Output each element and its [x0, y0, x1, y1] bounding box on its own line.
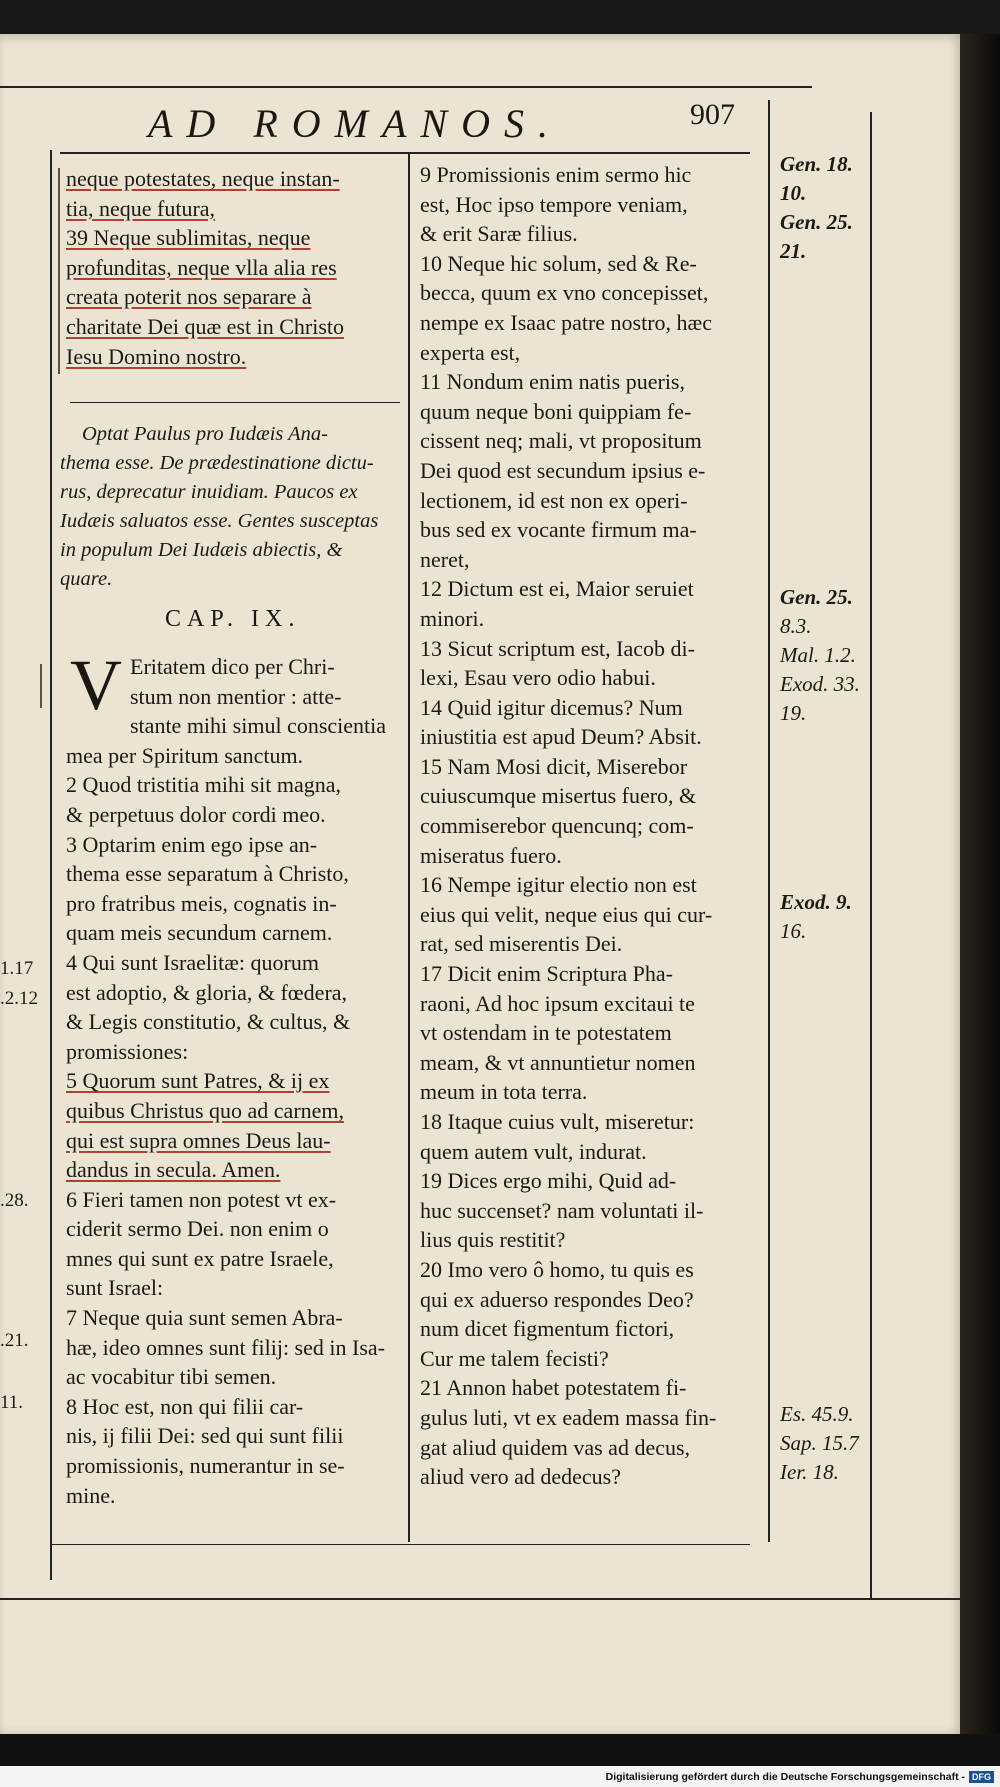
- summary-rule: [70, 402, 400, 403]
- text-line: 11 Nondum enim natis pueris,: [420, 369, 685, 395]
- text-line: 21 Annon habet potestatem fi-: [420, 1375, 687, 1401]
- text-line: sunt Israel:: [66, 1275, 164, 1301]
- text-line: lexi, Esau vero odio habui.: [420, 665, 656, 691]
- margin-ref: Gen. 25.: [780, 210, 853, 234]
- text-line: 17 Dicit enim Scriptura Pha-: [420, 961, 673, 987]
- margin-ref: 8.3.: [780, 614, 812, 638]
- text-line: 8 Hoc est, non qui filii car-: [66, 1393, 304, 1419]
- right-margin-rule: [768, 100, 770, 1542]
- text-line: 6 Fieri tamen non potest vt ex-: [66, 1186, 337, 1212]
- summary-line: Optat Paulus pro Iudæis Ana-: [82, 423, 329, 445]
- margin-ref-group: [780, 150, 880, 266]
- text-line: 20 Imo vero ô homo, tu quis es: [420, 1256, 694, 1282]
- text-line: 2 Quod tristitia mihi sit magna,: [66, 772, 341, 798]
- text-line: hæ, ideo omnes sunt filij: sed in Isa-: [66, 1334, 385, 1360]
- text-line: gulus luti, vt ex eadem massa fin-: [420, 1404, 717, 1430]
- digitization-credit: [0, 1766, 1000, 1787]
- text-line: meam, & vt annuntietur nomen: [420, 1049, 696, 1075]
- text-line: promissionis, numerantur in se-: [66, 1453, 345, 1479]
- margin-ref: 11.: [0, 1392, 24, 1413]
- text-line: Iesu Domino nostro.: [66, 343, 247, 369]
- margin-ref: Es. 45.9.: [780, 1402, 854, 1426]
- margin-ref-group: [780, 888, 880, 946]
- text-line: 4 Qui sunt Israelitæ: quorum: [66, 949, 319, 975]
- page-edge-shadow: [960, 34, 1000, 1754]
- text-line: qui est supra omnes Deus lau-: [66, 1127, 331, 1153]
- text-line: qui ex aduerso respondes Deo?: [420, 1286, 694, 1312]
- summary-line: thema esse. De prædestinatione dictu-: [60, 452, 374, 474]
- text-line: iniustitia est apud Deum? Absit.: [420, 724, 702, 750]
- text-line: 16 Nempe igitur electio non est: [420, 872, 697, 898]
- text-line: commiserebor quencunq; com-: [420, 813, 694, 839]
- margin-ref-group: [780, 1400, 880, 1487]
- text-line: 13 Sicut scriptum est, Iacob di-: [420, 635, 695, 661]
- header-rule: [60, 152, 750, 154]
- running-title: AD ROMANOS.: [148, 101, 562, 146]
- text-line: pro fratribus meis, cognatis in-: [66, 890, 337, 916]
- text-line: & perpetuus dolor cordi meo.: [66, 801, 326, 827]
- chapter-heading: CAP. IX.: [165, 606, 301, 632]
- text-line: dandus in secula. Amen.: [66, 1157, 281, 1183]
- text-line: ciderit sermo Dei. non enim o: [66, 1216, 329, 1242]
- text-line: cissent neq; mali, vt propositum: [420, 428, 702, 454]
- text-line: 9 Promissionis enim sermo hic: [420, 162, 692, 187]
- margin-ref: Exod. 33.: [780, 672, 860, 696]
- margin-ref: .28.: [0, 1190, 29, 1211]
- margin-ref: Ier. 18.: [780, 1460, 839, 1484]
- text-line: est adoptio, & gloria, & fœdera,: [66, 979, 348, 1005]
- text-line: vt ostendam in te potestatem: [420, 1020, 672, 1046]
- margin-ref: Gen. 18.: [780, 152, 853, 176]
- margin-ref: 10.: [780, 181, 807, 205]
- margin-ref: Sap. 15.7: [780, 1431, 859, 1455]
- margin-ref: Gen. 25.: [780, 585, 853, 609]
- pencil-bracket-mark: [58, 168, 64, 374]
- text-line: thema esse separatum à Christo,: [66, 861, 349, 887]
- text-line: eius qui velit, neque eius qui cur-: [420, 901, 713, 927]
- text-line: mine.: [66, 1482, 116, 1508]
- summary-line: rus, deprecatur inuidiam. Paucos ex: [60, 481, 358, 503]
- text-line: lectionem, id est non ex operi-: [420, 487, 688, 513]
- top-rule: [0, 86, 812, 88]
- text-line: 5 Quorum sunt Patres, & ij ex: [66, 1068, 330, 1094]
- text-line: 19 Dices ergo mihi, Quid ad-: [420, 1168, 677, 1194]
- margin-ref: 1.17: [0, 958, 34, 979]
- text-line: creata poterit nos separare à: [66, 284, 312, 310]
- text-line: 39 Neque sublimitas, neque: [66, 225, 311, 251]
- text-line: gat aliud quidem vas ad decus,: [420, 1434, 691, 1460]
- text-line: experta est,: [420, 339, 521, 365]
- text-line: profunditas, neque vlla alia res: [66, 254, 337, 280]
- text-line: raoni, Ad hoc ipsum excitaui te: [420, 990, 695, 1016]
- text-line: mnes qui sunt ex patre Israele,: [66, 1245, 334, 1271]
- text-line: num dicet figmentum fictori,: [420, 1316, 675, 1342]
- text-line: rat, sed miserentis Dei.: [420, 931, 623, 957]
- text-line: lius quis restitit?: [420, 1227, 566, 1253]
- text-line: huc succenset? nam voluntati il-: [420, 1197, 704, 1223]
- text-line: tia, neque futura,: [66, 195, 216, 221]
- column-bottom-rule: [50, 1544, 750, 1545]
- outer-right-rule: [870, 112, 872, 1598]
- margin-ref: Mal. 1.2.: [780, 643, 856, 667]
- text-line: & erit Saræ filius.: [420, 221, 578, 247]
- text-line: nis, ij filii Dei: sed qui sunt filii: [66, 1423, 344, 1449]
- dfg-logo: DFG: [969, 1771, 994, 1783]
- margin-ref: .2.12: [0, 988, 38, 1009]
- text-line: miseratus fuero.: [420, 842, 562, 868]
- left-column-rule: [50, 150, 52, 1580]
- summary-line: in populum Dei Iudæis abiectis, &: [60, 539, 343, 561]
- text-line: neque potestates, neque instan-: [66, 166, 340, 191]
- text-line: neret,: [420, 546, 470, 572]
- middle-column: [420, 160, 760, 1492]
- margin-ref: 19.: [780, 701, 807, 725]
- text-line: 10 Neque hic solum, sed & Re-: [420, 250, 697, 276]
- margin-ref: 16.: [780, 919, 807, 943]
- page-number: 907: [690, 98, 735, 131]
- chapter-summary: [60, 420, 405, 594]
- text-line: nempe ex Isaac patre nostro, hæc: [420, 309, 712, 335]
- text-line: 7 Neque quia sunt semen Abra-: [66, 1305, 343, 1331]
- text-line: 14 Quid igitur dicemus? Num: [420, 694, 683, 720]
- left-column-body: [66, 645, 411, 1510]
- text-line: Dei quod est secundum ipsius e-: [420, 457, 706, 483]
- text-line: meum in tota terra.: [420, 1079, 588, 1105]
- text-line: 3 Optarim enim ego ipse an-: [66, 831, 318, 857]
- margin-ref: Exod. 9.: [780, 890, 852, 914]
- text-line: stum non mentior : atte-: [130, 683, 342, 709]
- margin-ref: .21.: [0, 1330, 29, 1351]
- text-line: promissiones:: [66, 1038, 189, 1064]
- text-line: charitate Dei quæ est in Christo: [66, 313, 344, 339]
- text-line: stante mihi simul conscientia: [130, 713, 387, 739]
- text-line: becca, quum ex vno concepisset,: [420, 280, 709, 306]
- text-line: bus sed ex vocante firmum ma-: [420, 517, 697, 543]
- margin-ref: 21.: [780, 239, 807, 263]
- left-column-top: [66, 164, 411, 371]
- text-line: mea per Spiritum sanctum.: [66, 742, 304, 768]
- text-line: quem autem vult, indurat.: [420, 1138, 647, 1164]
- pencil-bracket-mark: [40, 664, 46, 708]
- page-header: [0, 96, 770, 146]
- text-line: 15 Nam Mosi dicit, Miserebor: [420, 753, 688, 779]
- text-line: & Legis constitutio, & cultus, &: [66, 1009, 351, 1035]
- summary-line: Iudæis saluatos esse. Gentes susceptas: [60, 510, 379, 532]
- text-line: cuiuscumque misertus fuero, &: [420, 783, 697, 809]
- text-line: quum neque boni quippiam fe-: [420, 398, 692, 424]
- dropcap: V: [70, 645, 122, 725]
- text-line: Cur me talem fecisti?: [420, 1345, 609, 1371]
- text-line: quibus Christus quo ad carnem,: [66, 1097, 345, 1123]
- summary-line: quare.: [60, 568, 113, 590]
- credit-text: Digitalisierung gefördert durch die Deutsche Forschungsgemeinschaft -: [605, 1770, 965, 1783]
- text-line: 12 Dictum est ei, Maior seruiet: [420, 576, 694, 602]
- text-line: 18 Itaque cuius vult, miseretur:: [420, 1109, 695, 1134]
- text-line: quam meis secundum carnem.: [66, 920, 333, 946]
- text-line: minori.: [420, 605, 485, 631]
- bottom-rule: [0, 1598, 962, 1600]
- margin-ref-group: [780, 583, 880, 728]
- text-line: est, Hoc ipso tempore veniam,: [420, 191, 688, 217]
- text-line: ac vocabitur tibi semen.: [66, 1364, 277, 1390]
- text-line: aliud vero ad dedecus?: [420, 1464, 621, 1490]
- text-line: Eritatem dico per Chri-: [130, 654, 335, 679]
